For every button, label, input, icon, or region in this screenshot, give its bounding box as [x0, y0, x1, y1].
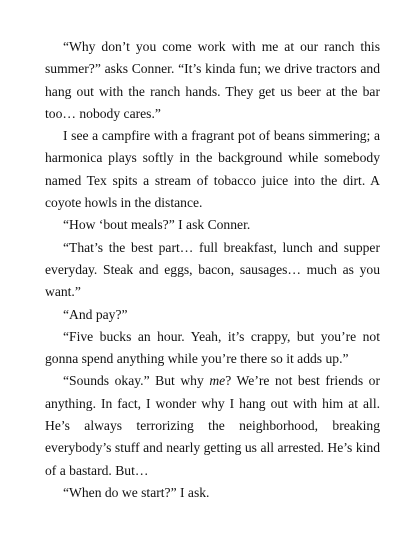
- paragraph-8: “When do we start?” I ask.: [63, 484, 210, 500]
- paragraph-7-emphasis: me: [209, 373, 226, 389]
- paragraph-4: “That’s the best part… full breakfast, lunch and supper everyday. Steak and eggs, bacon, sausages… much as you want.”: [45, 239, 380, 300]
- paragraph-7-before: “Sounds okay.” But why: [63, 373, 210, 389]
- paragraph-6: “Five bucks an hour. Yeah, it’s crappy, but you’re not gonna spend anything while you’re there so it adds up.”: [45, 328, 380, 367]
- paragraph-2: I see a campfire with a fragrant pot of beans simmering; a harmonica plays softly in the background while somebody named Tex spits a stream of tobacco juice into the dirt. A coyote howls in the distance.: [45, 128, 380, 211]
- page-text: [45, 36, 380, 504]
- paragraph-7: [45, 370, 380, 481]
- paragraph-7-after: ? We’re not best friends or anything. In fact, I wonder why I hang out with him at all. He’s always terrorizing the neighborhood, breaking everybody’s stuff and nearly getting us all arrested. He’s kind of a bastard. But…: [45, 373, 380, 478]
- paragraph-5: “And pay?”: [63, 306, 128, 322]
- paragraph-3: “How ‘bout meals?” I ask Conner.: [63, 217, 251, 233]
- paragraph-1: “Why don’t you come work with me at our ranch this summer?” asks Conner. “It’s kinda fun; we drive tractors and hang out with the ranch hands. They get us beer at the bar too… nobody cares.”: [45, 39, 380, 121]
